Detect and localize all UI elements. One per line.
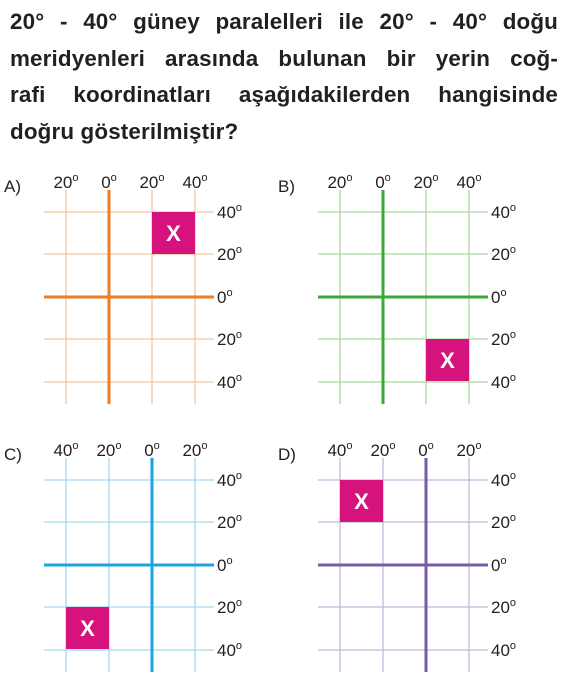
top-label: 40$^o$	[182, 172, 208, 192]
right-label: 20$^o$	[217, 597, 243, 617]
top-label: 40$^o$	[53, 440, 79, 460]
right-label: 20$^o$	[217, 512, 243, 532]
top-label: 0$^o$	[101, 172, 117, 192]
question-line-2: meridyenleri arasında bulunan bir yerin coğ-	[10, 45, 558, 71]
option-b-letter: B)	[278, 177, 295, 196]
top-label: 20$^o$	[413, 172, 439, 192]
option-b-grid	[274, 168, 549, 418]
right-label: 0$^o$	[217, 555, 233, 575]
option-d-letter: D)	[278, 445, 296, 464]
option-a-letter: A)	[4, 177, 21, 196]
right-label: 0$^o$	[491, 287, 507, 307]
top-label: 20$^o$	[370, 440, 396, 460]
right-label: 20$^o$	[491, 512, 517, 532]
right-label: 40$^o$	[217, 470, 243, 490]
top-label: 20$^o$	[139, 172, 165, 192]
top-label: 20$^o$	[53, 172, 79, 192]
right-label: 20$^o$	[491, 597, 517, 617]
right-label: 0$^o$	[491, 555, 507, 575]
option-b[interactable]	[274, 168, 549, 418]
right-label: 20$^o$	[217, 329, 243, 349]
right-label: 40$^o$	[217, 202, 243, 222]
top-label: 20$^o$	[456, 440, 482, 460]
right-label: 40$^o$	[217, 372, 243, 392]
option-a[interactable]	[0, 168, 275, 418]
option-d-grid	[274, 436, 549, 686]
marker-x: X	[354, 489, 369, 514]
question-line-1: 20° - 40° güney paralelleri ile 20° - 40° doğu	[10, 9, 558, 34]
right-label: 40$^o$	[491, 202, 517, 222]
option-c-letter: C)	[4, 445, 22, 464]
top-label: 0$^o$	[418, 440, 434, 460]
top-label: 20$^o$	[96, 440, 122, 460]
marker-x: X	[80, 616, 95, 641]
right-label: 20$^o$	[491, 329, 517, 349]
option-a-grid	[0, 168, 275, 418]
option-d[interactable]	[274, 436, 549, 686]
right-label: 40$^o$	[491, 640, 517, 660]
right-label: 0$^o$	[217, 287, 233, 307]
right-label: 20$^o$	[491, 244, 517, 264]
right-label: 40$^o$	[217, 640, 243, 660]
top-label: 20$^o$	[182, 440, 208, 460]
top-label: 0$^o$	[144, 440, 160, 460]
question-text	[10, 4, 558, 150]
marker-x: X	[166, 221, 181, 246]
question-line-4: doğru gösterilmiştir?	[10, 118, 239, 144]
right-label: 40$^o$	[491, 470, 517, 490]
top-label: 40$^o$	[456, 172, 482, 192]
marker-x: X	[440, 348, 455, 373]
top-label: 0$^o$	[375, 172, 391, 192]
option-c[interactable]	[0, 436, 275, 686]
right-label: 20$^o$	[217, 244, 243, 264]
option-c-grid	[0, 436, 275, 686]
top-label: 20$^o$	[327, 172, 353, 192]
top-label: 40$^o$	[327, 440, 353, 460]
right-label: 40$^o$	[491, 372, 517, 392]
question-line-3: rafi koordinatları aşağıdakilerden hangisinde	[10, 82, 558, 107]
